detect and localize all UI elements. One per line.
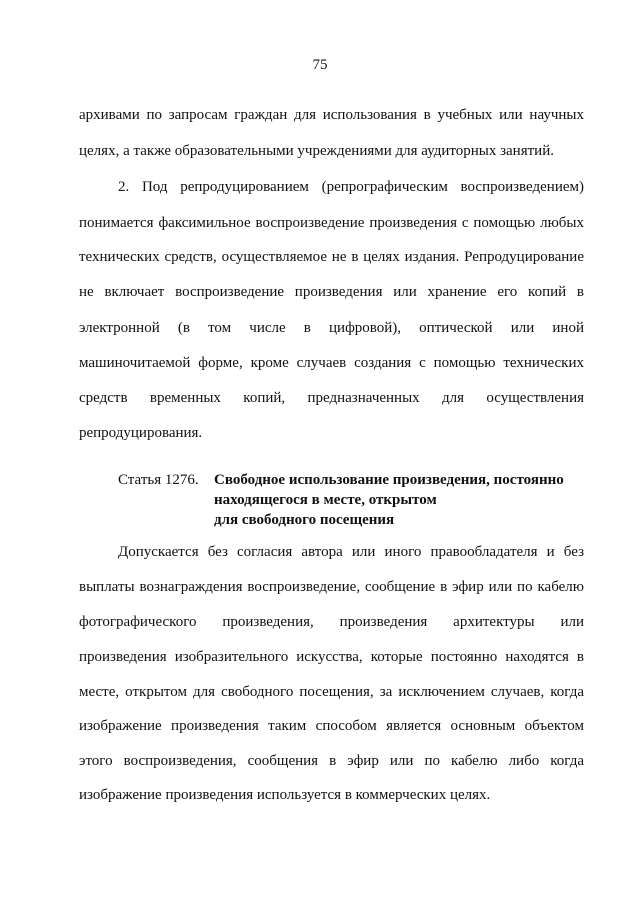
paragraph-line: архивами по запросам граждан для использования в учебных или научных: [79, 107, 584, 123]
article-title-line: находящегося в месте, открытом: [214, 492, 437, 508]
paragraph-line: технических средств, осуществляемое не в целях издания. Репродуцирование: [79, 249, 584, 265]
paragraph-line: изображение произведения таким способом является основным объектом: [79, 718, 584, 734]
paragraph-line: выплаты вознаграждения воспроизведение, сообщение в эфир или по кабелю: [79, 579, 584, 595]
paragraph-line: месте, открытом для свободного посещения, за исключением случаев, когда: [79, 684, 584, 700]
paragraph-line: понимается факсимильное воспроизведение произведения с помощью любых: [79, 215, 584, 231]
paragraph-line: фотографического произведения, произведения архитектуры или: [79, 614, 584, 630]
article-title: [214, 470, 564, 530]
paragraph-line: изображение произведения используется в коммерческих целях.: [79, 787, 491, 803]
article-title-line: для свободного посещения: [214, 512, 395, 528]
paragraph-line: этого воспроизведения, сообщения в эфир или по кабелю либо когда: [79, 753, 584, 769]
article-label: Статья 1276.: [118, 472, 199, 488]
page-number: 75: [312, 57, 328, 73]
paragraph-line: не включает воспроизведение произведения или хранение его копий в: [79, 284, 584, 300]
paragraph-line: 2. Под репродуцированием (репрографическим воспроизведением): [118, 179, 584, 195]
paragraph-line: средств временных копий, предназначенных для осуществления: [79, 390, 584, 406]
article-title-line: Свободное использование произведения, постоянно: [214, 472, 564, 488]
paragraph-line: Допускается без согласия автора или иного правообладателя и без: [118, 544, 584, 560]
paragraph-line: машиночитаемой форме, кроме случаев создания с помощью технических: [79, 355, 584, 371]
paragraph-line: целях, а также образовательными учреждениями для аудиторных занятий.: [79, 143, 554, 159]
paragraph-line: произведения изобразительного искусства, которые постоянно находятся в: [79, 649, 584, 665]
paragraph-line: репродуцирования.: [79, 425, 203, 441]
paragraph-line: электронной (в том числе в цифровой), оптической или иной: [79, 320, 584, 336]
